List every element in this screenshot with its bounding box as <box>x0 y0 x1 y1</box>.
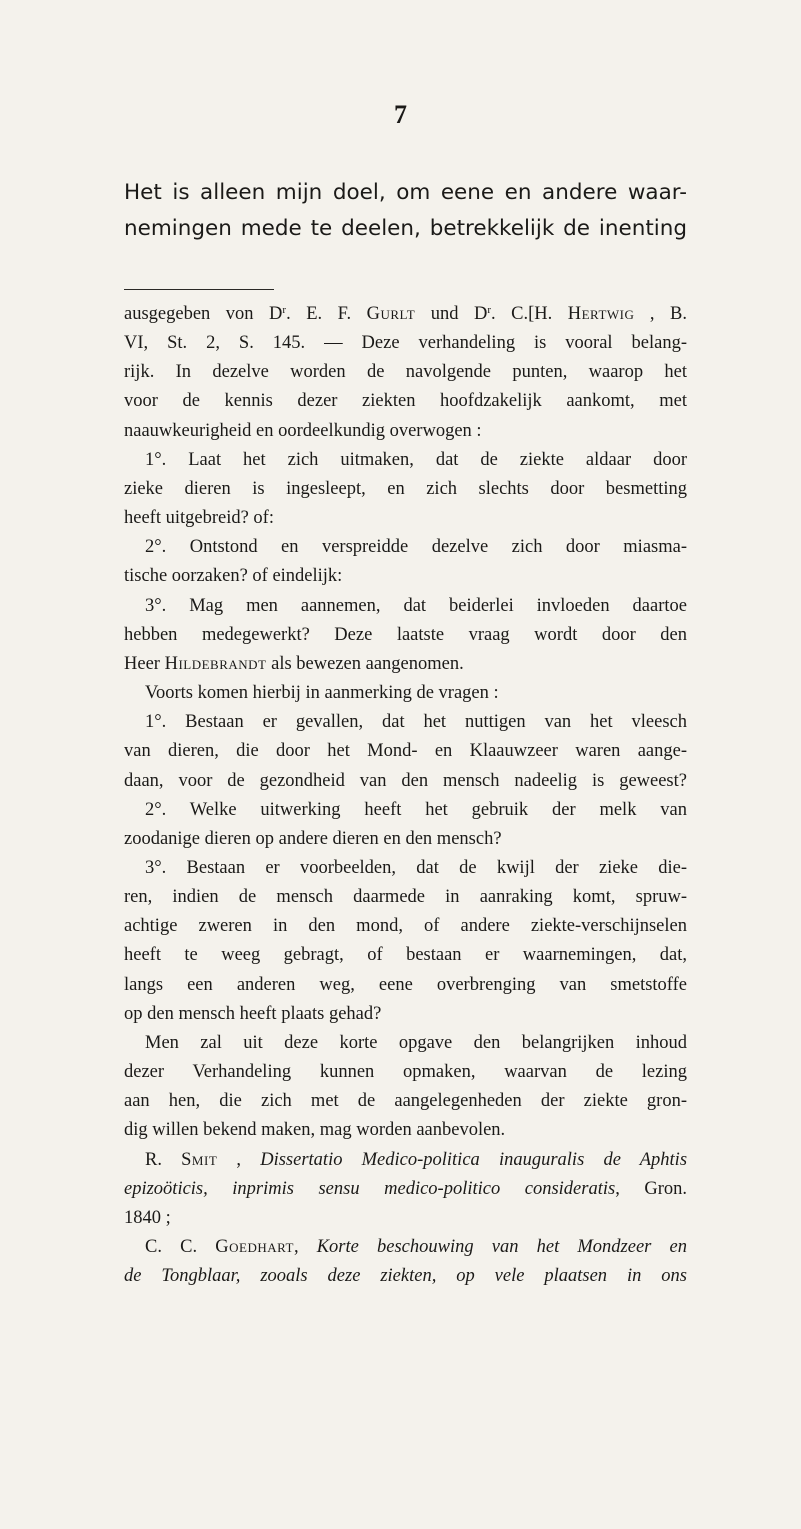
author-name: Hertwig <box>567 304 635 324</box>
text-run: , <box>293 1237 317 1257</box>
footnote-line: daan, voor de gezondheid van den mensch nadeelig is geweest? <box>124 770 687 791</box>
footnote-line: 1°. Laat het zich uitmaken, dat de ziekte aldaar door <box>145 449 687 470</box>
footnote-line: Men zal uit deze korte opgave den belangrijken inhoud <box>145 1032 687 1053</box>
footnote-line: van dieren, die door het Mond- en Klaauwzeer waren aange- <box>124 741 687 762</box>
text-run: Heer <box>124 653 165 674</box>
footnote-line: ren, indien de mensch daarmede in aanraking komt, spruw- <box>124 887 687 908</box>
footnote-line: heeft uitgebreid? of: <box>124 508 274 529</box>
text-run: . E. F. <box>286 304 367 324</box>
footnote-line: op den mensch heeft plaats gehad? <box>124 1003 382 1024</box>
footnote-line: Voorts komen hierbij in aanmerking de vragen : <box>145 683 499 704</box>
footnote-line: 1°. Bestaan er gevallen, dat het nuttigen van het vleesch <box>145 712 687 733</box>
text-run: , <box>217 1149 261 1170</box>
footnote-line: hebben medegewerkt? Deze laatste vraag wordt door den <box>124 624 687 645</box>
footnote-line: 1840 ; <box>124 1207 171 1228</box>
page-number: 7 <box>394 100 407 129</box>
footnote-line <box>124 650 687 679</box>
text-run: , Gron. <box>615 1178 687 1199</box>
superscript: r <box>487 304 491 316</box>
book-title: epizoöticis, inprimis sensu medico-politico consideratis <box>124 1178 616 1199</box>
main-text-line: nemingen mede te deelen, betrekkelijk de inenting <box>124 216 687 241</box>
text-run: C. C. <box>145 1237 216 1257</box>
footnote-line: zieke dieren is ingesleept, en zich slechts door besmetting <box>124 478 687 499</box>
text-run: und D <box>415 304 488 324</box>
footnote-line: dig willen bekend maken, mag worden aanbevolen. <box>124 1120 506 1141</box>
footnote-line: naauwkeurigheid en oordeelkundig overwogen : <box>124 420 482 441</box>
text-run: R. <box>145 1149 182 1170</box>
footnote-line <box>124 1175 687 1204</box>
text-run: ausgegeben von D <box>124 304 283 324</box>
book-title: Korte beschouwing van het Mondzeer en <box>316 1237 687 1257</box>
footnote-line <box>124 1146 687 1175</box>
footnote-line: rijk. In dezelve worden de navolgende punten, waarop het <box>124 362 687 383</box>
footnote-line: de Tongblaar, zooals deze ziekten, op vele plaatsen in ons <box>124 1266 687 1287</box>
footnote-line: 3°. Mag men aannemen, dat beiderlei invloeden daartoe <box>145 595 687 616</box>
author-name: Hildebrandt <box>164 653 267 674</box>
footnote-line: dezer Verhandeling kunnen opmaken, waarvan de lezing <box>124 1062 687 1083</box>
footnote-line: aan hen, die zich met de aangelegenheden der ziekte gron- <box>124 1091 687 1112</box>
footnote-line: tische oorzaken? of eindelijk: <box>124 566 343 587</box>
footnote-line: 2°. Ontstond en verspreidde dezelve zich door miasma- <box>145 537 687 558</box>
footnote-line: 2°. Welke uitwerking heeft het gebruik der melk van <box>145 799 687 820</box>
footnote-line: zoodanige dieren op andere dieren en den mensch? <box>124 828 502 849</box>
footnote-line: VI, St. 2, S. 145. — Deze verhandeling is vooral belang- <box>124 333 687 354</box>
footnote <box>124 300 687 1291</box>
author-name: Goedhart <box>215 1237 294 1257</box>
text-run: . C.[H. <box>491 304 568 324</box>
footnote-line: achtige zweren in den mond, of andere ziekte-verschijnselen <box>124 916 687 937</box>
footnote-line: heeft te weeg gebragt, of bestaan er waarnemingen, dat, <box>124 945 687 966</box>
text-run: , B. <box>634 304 687 324</box>
footnote-line: langs een anderen weg, eene overbrenging van smetstoffe <box>124 974 687 995</box>
main-text <box>124 175 687 247</box>
author-name: Gurlt <box>366 304 416 324</box>
footnote-line: voor de kennis dezer ziekten hoofdzakelijk aankomt, met <box>124 391 687 412</box>
footnote-line <box>124 300 687 329</box>
footnote-line: 3°. Bestaan er voorbeelden, dat de kwijl der zieke die- <box>145 857 687 878</box>
text-run: als bewezen aangenomen. <box>266 653 464 674</box>
footnote-line <box>124 1233 687 1262</box>
author-name: Smit <box>181 1149 218 1170</box>
main-text-line: Het is alleen mijn doel, om eene en andere waar- <box>124 180 687 205</box>
book-title: Dissertatio Medico-politica inauguralis de Aphtis <box>260 1149 688 1170</box>
superscript: r <box>282 304 287 316</box>
footnote-rule <box>124 289 274 290</box>
